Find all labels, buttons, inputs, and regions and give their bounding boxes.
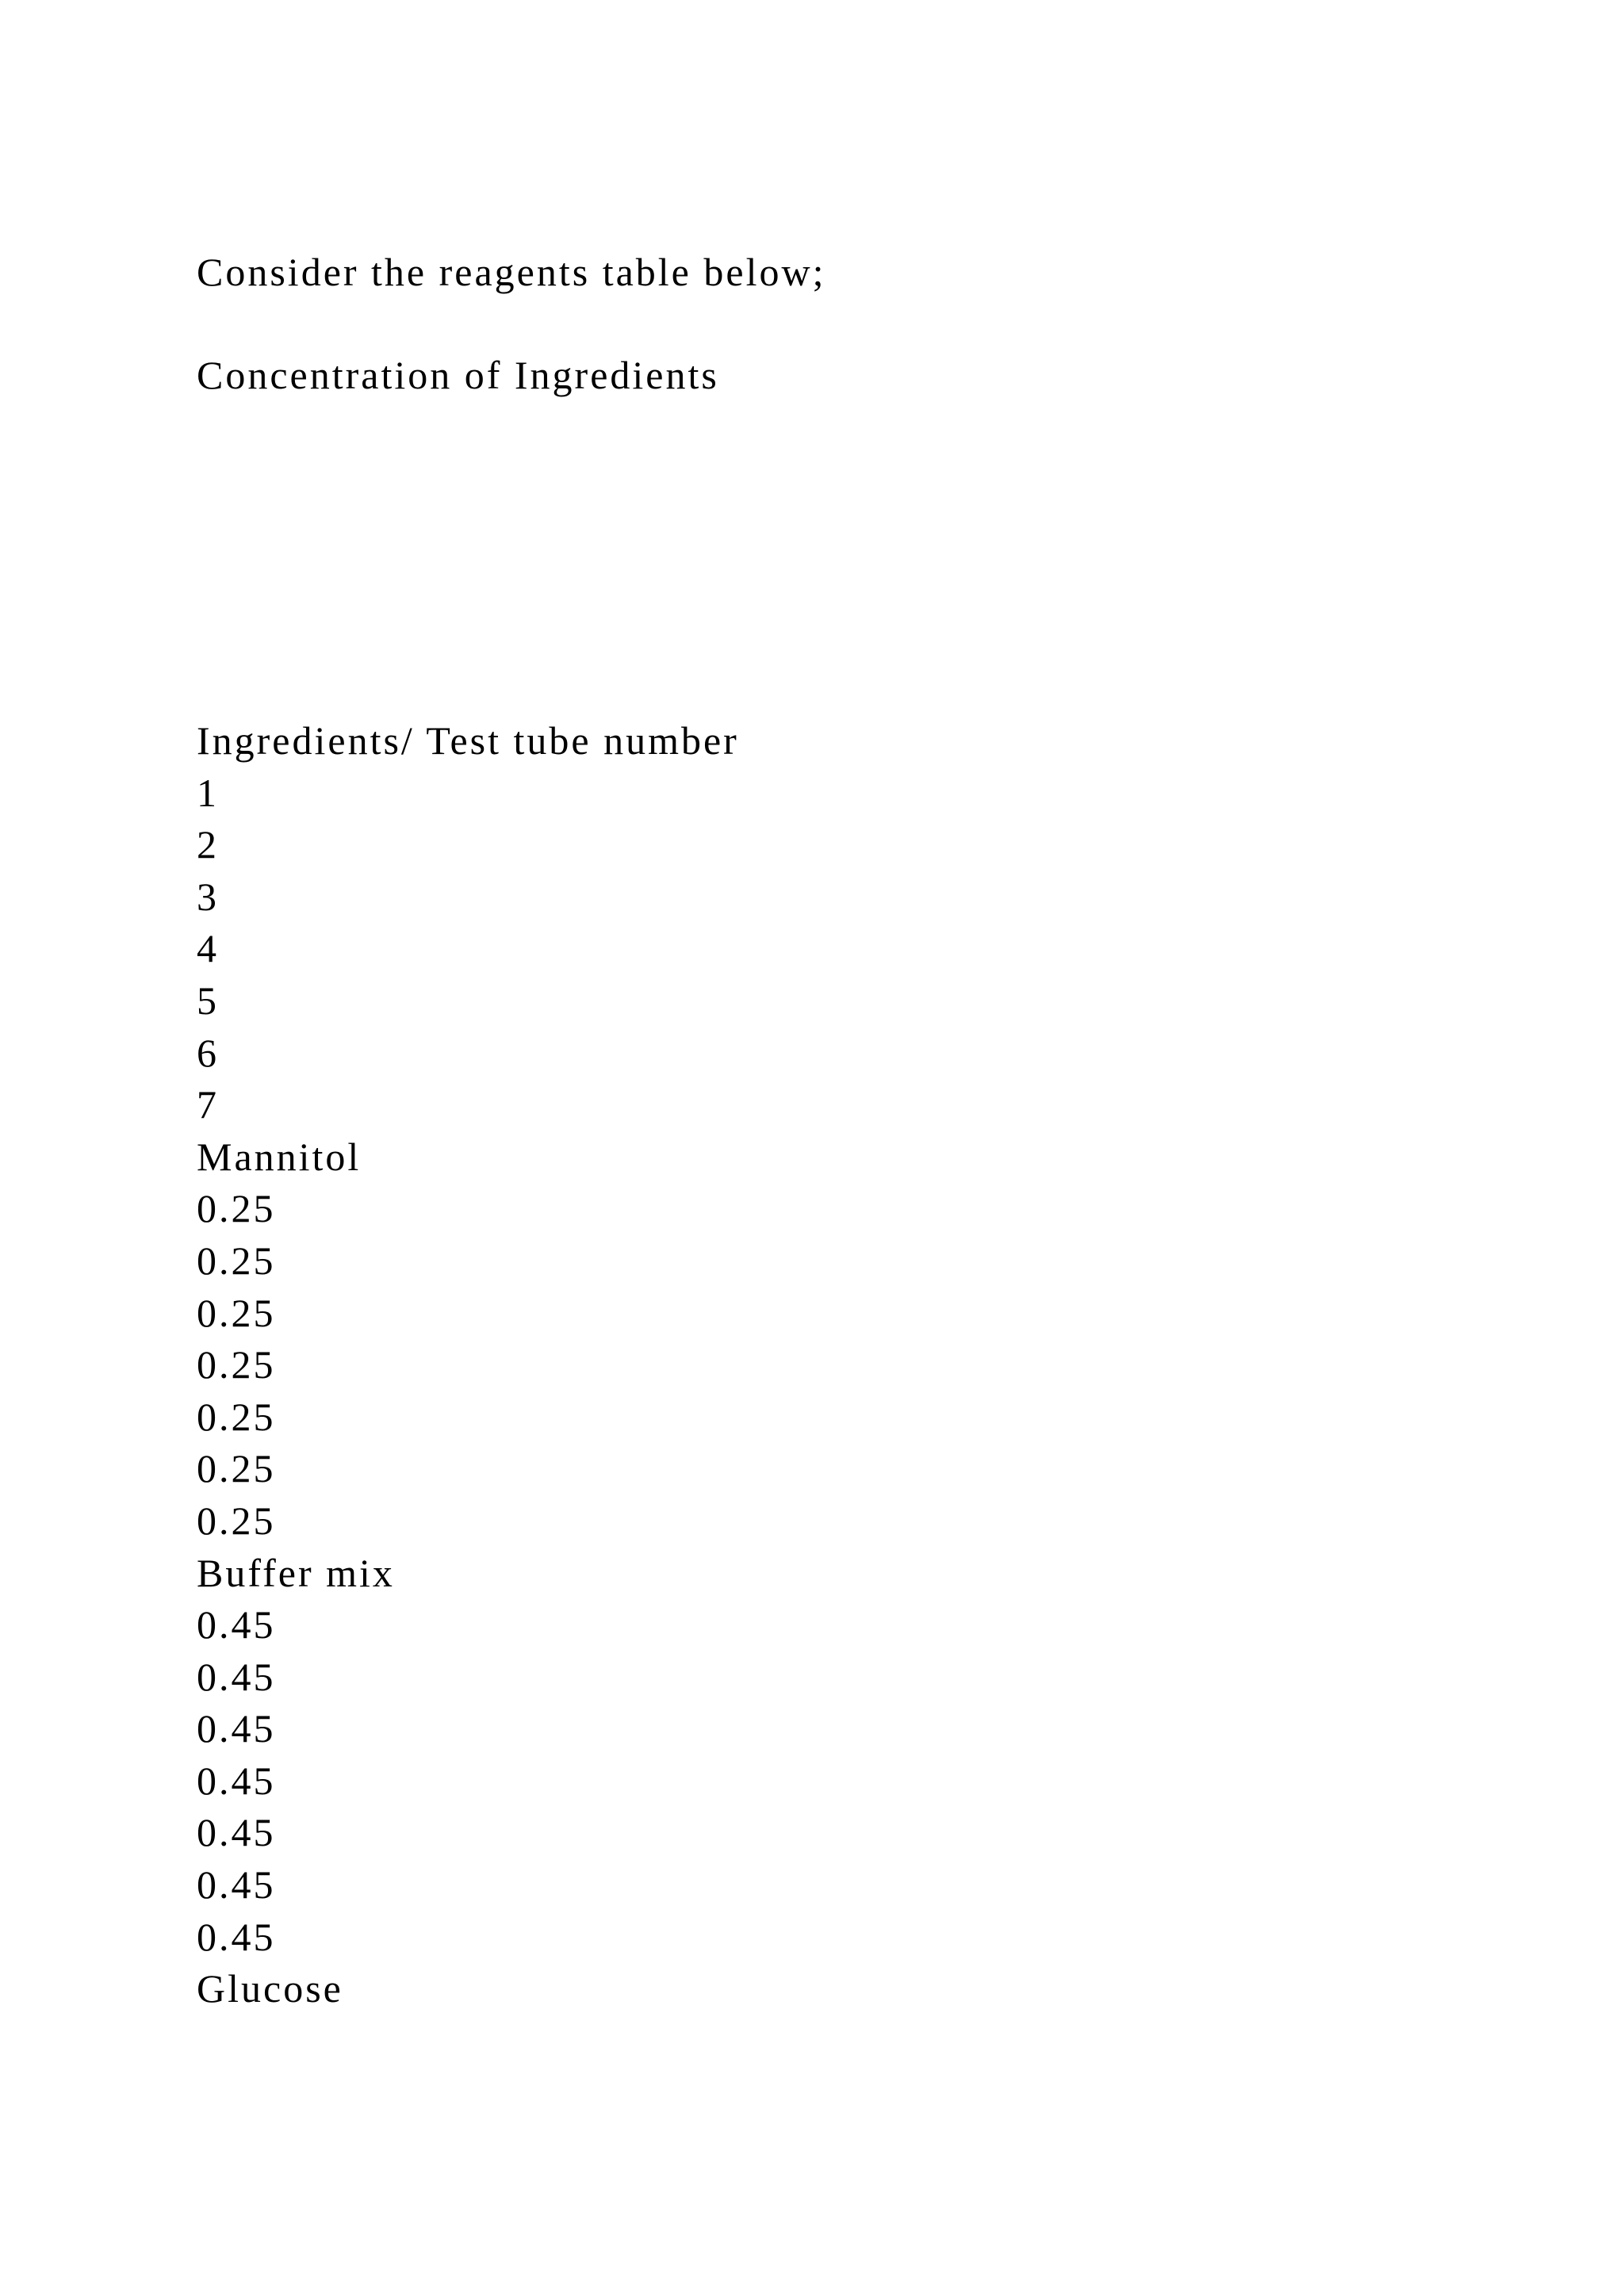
tube-number: 5 xyxy=(197,978,219,1023)
row-value: 0.25 xyxy=(197,1394,276,1439)
document-body xyxy=(197,246,1465,2015)
row-value: 0.45 xyxy=(197,1914,276,1959)
row-value: 0.45 xyxy=(197,1706,276,1751)
tube-number: 1 xyxy=(197,770,219,815)
tube-number: 4 xyxy=(197,926,219,971)
row-value: 0.25 xyxy=(197,1498,276,1543)
table-header-label: Ingredients/ Test tube number xyxy=(197,718,739,763)
row-value: 0.45 xyxy=(197,1654,276,1699)
row-ingredient-name: Buffer mix xyxy=(197,1550,395,1595)
table-row-glucose xyxy=(197,1963,1465,2015)
row-value: 0.25 xyxy=(197,1290,276,1335)
table-heading: Concentration of Ingredients xyxy=(197,353,719,397)
tube-number: 2 xyxy=(197,822,219,867)
row-value: 0.45 xyxy=(197,1862,276,1908)
table-row-buffer-mix xyxy=(197,1548,1465,1964)
row-value: 0.45 xyxy=(197,1602,276,1647)
row-ingredient-name: Mannitol xyxy=(197,1134,362,1179)
table-row-mannitol xyxy=(197,1131,1465,1548)
row-value: 0.45 xyxy=(197,1758,276,1803)
row-value: 0.45 xyxy=(197,1810,276,1855)
tube-number: 3 xyxy=(197,874,219,919)
row-value: 0.25 xyxy=(197,1342,276,1387)
row-value: 0.25 xyxy=(197,1446,276,1491)
row-ingredient-name: Glucose xyxy=(197,1966,343,2011)
reagents-table xyxy=(197,715,1465,2015)
row-value: 0.25 xyxy=(197,1186,276,1231)
row-value: 0.25 xyxy=(197,1238,276,1283)
tube-number: 7 xyxy=(197,1082,219,1127)
intro-paragraph: Consider the reagents table below; xyxy=(197,250,826,294)
tube-number: 6 xyxy=(197,1030,219,1075)
tube-number-list xyxy=(197,767,1465,1131)
